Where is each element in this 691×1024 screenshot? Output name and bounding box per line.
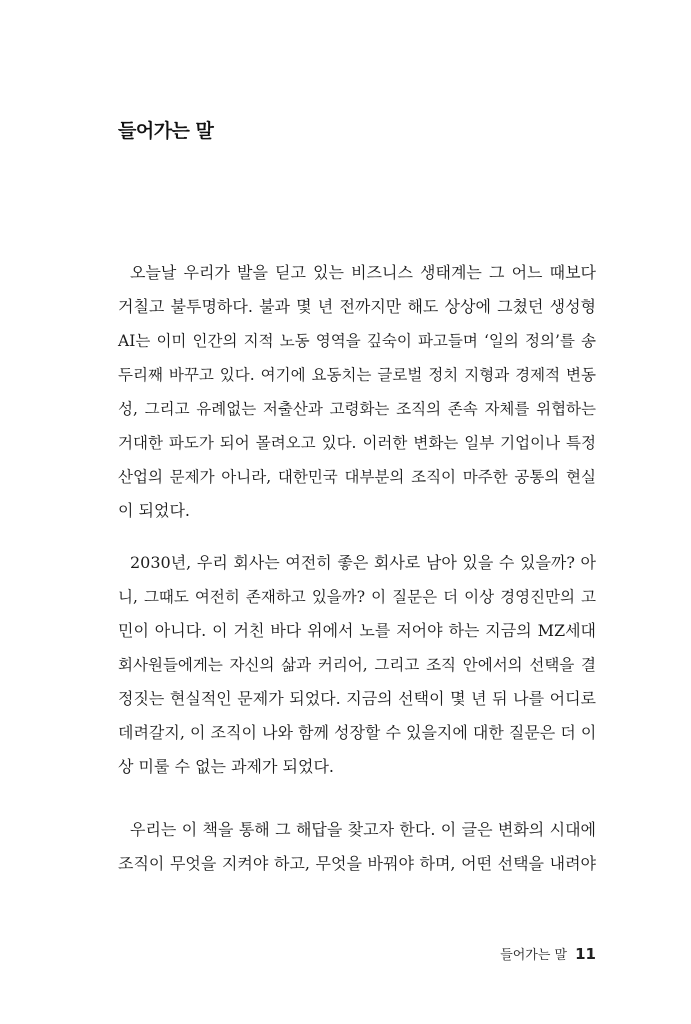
text-line: 조직이 무엇을 지켜야 하고, 무엇을 바꿔야 하며, 어떤 선택을 내려야 <box>118 854 596 873</box>
text-line: 이 되었다. <box>118 501 190 520</box>
text-line: 오늘날 우리가 발을 딛고 있는 비즈니스 생태계는 그 어느 때보다 <box>130 263 596 282</box>
text-line: 거대한 파도가 되어 몰려오고 있다. 이러한 변화는 일부 기업이나 특정 <box>118 434 596 452</box>
paragraph-2 <box>118 546 596 784</box>
text-line: 우리는 이 책을 통해 그 해답을 찾고자 한다. 이 글은 변화의 시대에 <box>130 820 596 839</box>
page-number: 11 <box>575 945 596 963</box>
text-line: 니, 그때도 여전히 존재하고 있을까? 이 질문은 더 이상 경영진만의 고 <box>118 588 596 606</box>
running-title: 들어가는 말 <box>500 948 568 963</box>
text-line: 거칠고 불투명하다. 불과 몇 년 전까지만 해도 상상에 그쳤던 생성형 <box>118 297 596 316</box>
paragraph-3 <box>118 813 596 881</box>
text-line: 성, 그리고 유례없는 저출산과 고령화는 조직의 존속 자체를 위협하는 <box>118 400 596 418</box>
text-line: 정짓는 현실적인 문제가 되었다. 지금의 선택이 몇 년 뒤 나를 어디로 <box>118 689 596 708</box>
text-line: 데려갈지, 이 조직이 나와 함께 성장할 수 있을지에 대한 질문은 더 이 <box>118 723 597 742</box>
text-line: AI는 이미 인간의 지적 노동 영역을 깊숙이 파고들며 ‘일의 정의’를 송 <box>118 332 596 350</box>
text-line: 회사원들에게는 자신의 삶과 커리어, 그리고 조직 안에서의 선택을 결 <box>118 656 596 674</box>
text-line: 산업의 문제가 아니라, 대한민국 대부분의 조직이 마주한 공통의 현실 <box>118 468 596 486</box>
text-line: 민이 아니다. 이 거친 바다 위에서 노를 저어야 하는 지금의 MZ세대 <box>118 621 596 640</box>
text-line: 상 미룰 수 없는 과제가 되었다. <box>118 757 334 776</box>
text-line: 두리째 바꾸고 있다. 여기에 요동치는 글로벌 정치 지형과 경제적 변동 <box>118 366 596 384</box>
text-line: 2030년, 우리 회사는 여전히 좋은 회사로 남아 있을 수 있을까? 아 <box>130 553 596 572</box>
paragraph-1 <box>118 256 596 528</box>
chapter-title: 들어가는 말 <box>118 120 214 142</box>
page-footer <box>500 944 596 963</box>
